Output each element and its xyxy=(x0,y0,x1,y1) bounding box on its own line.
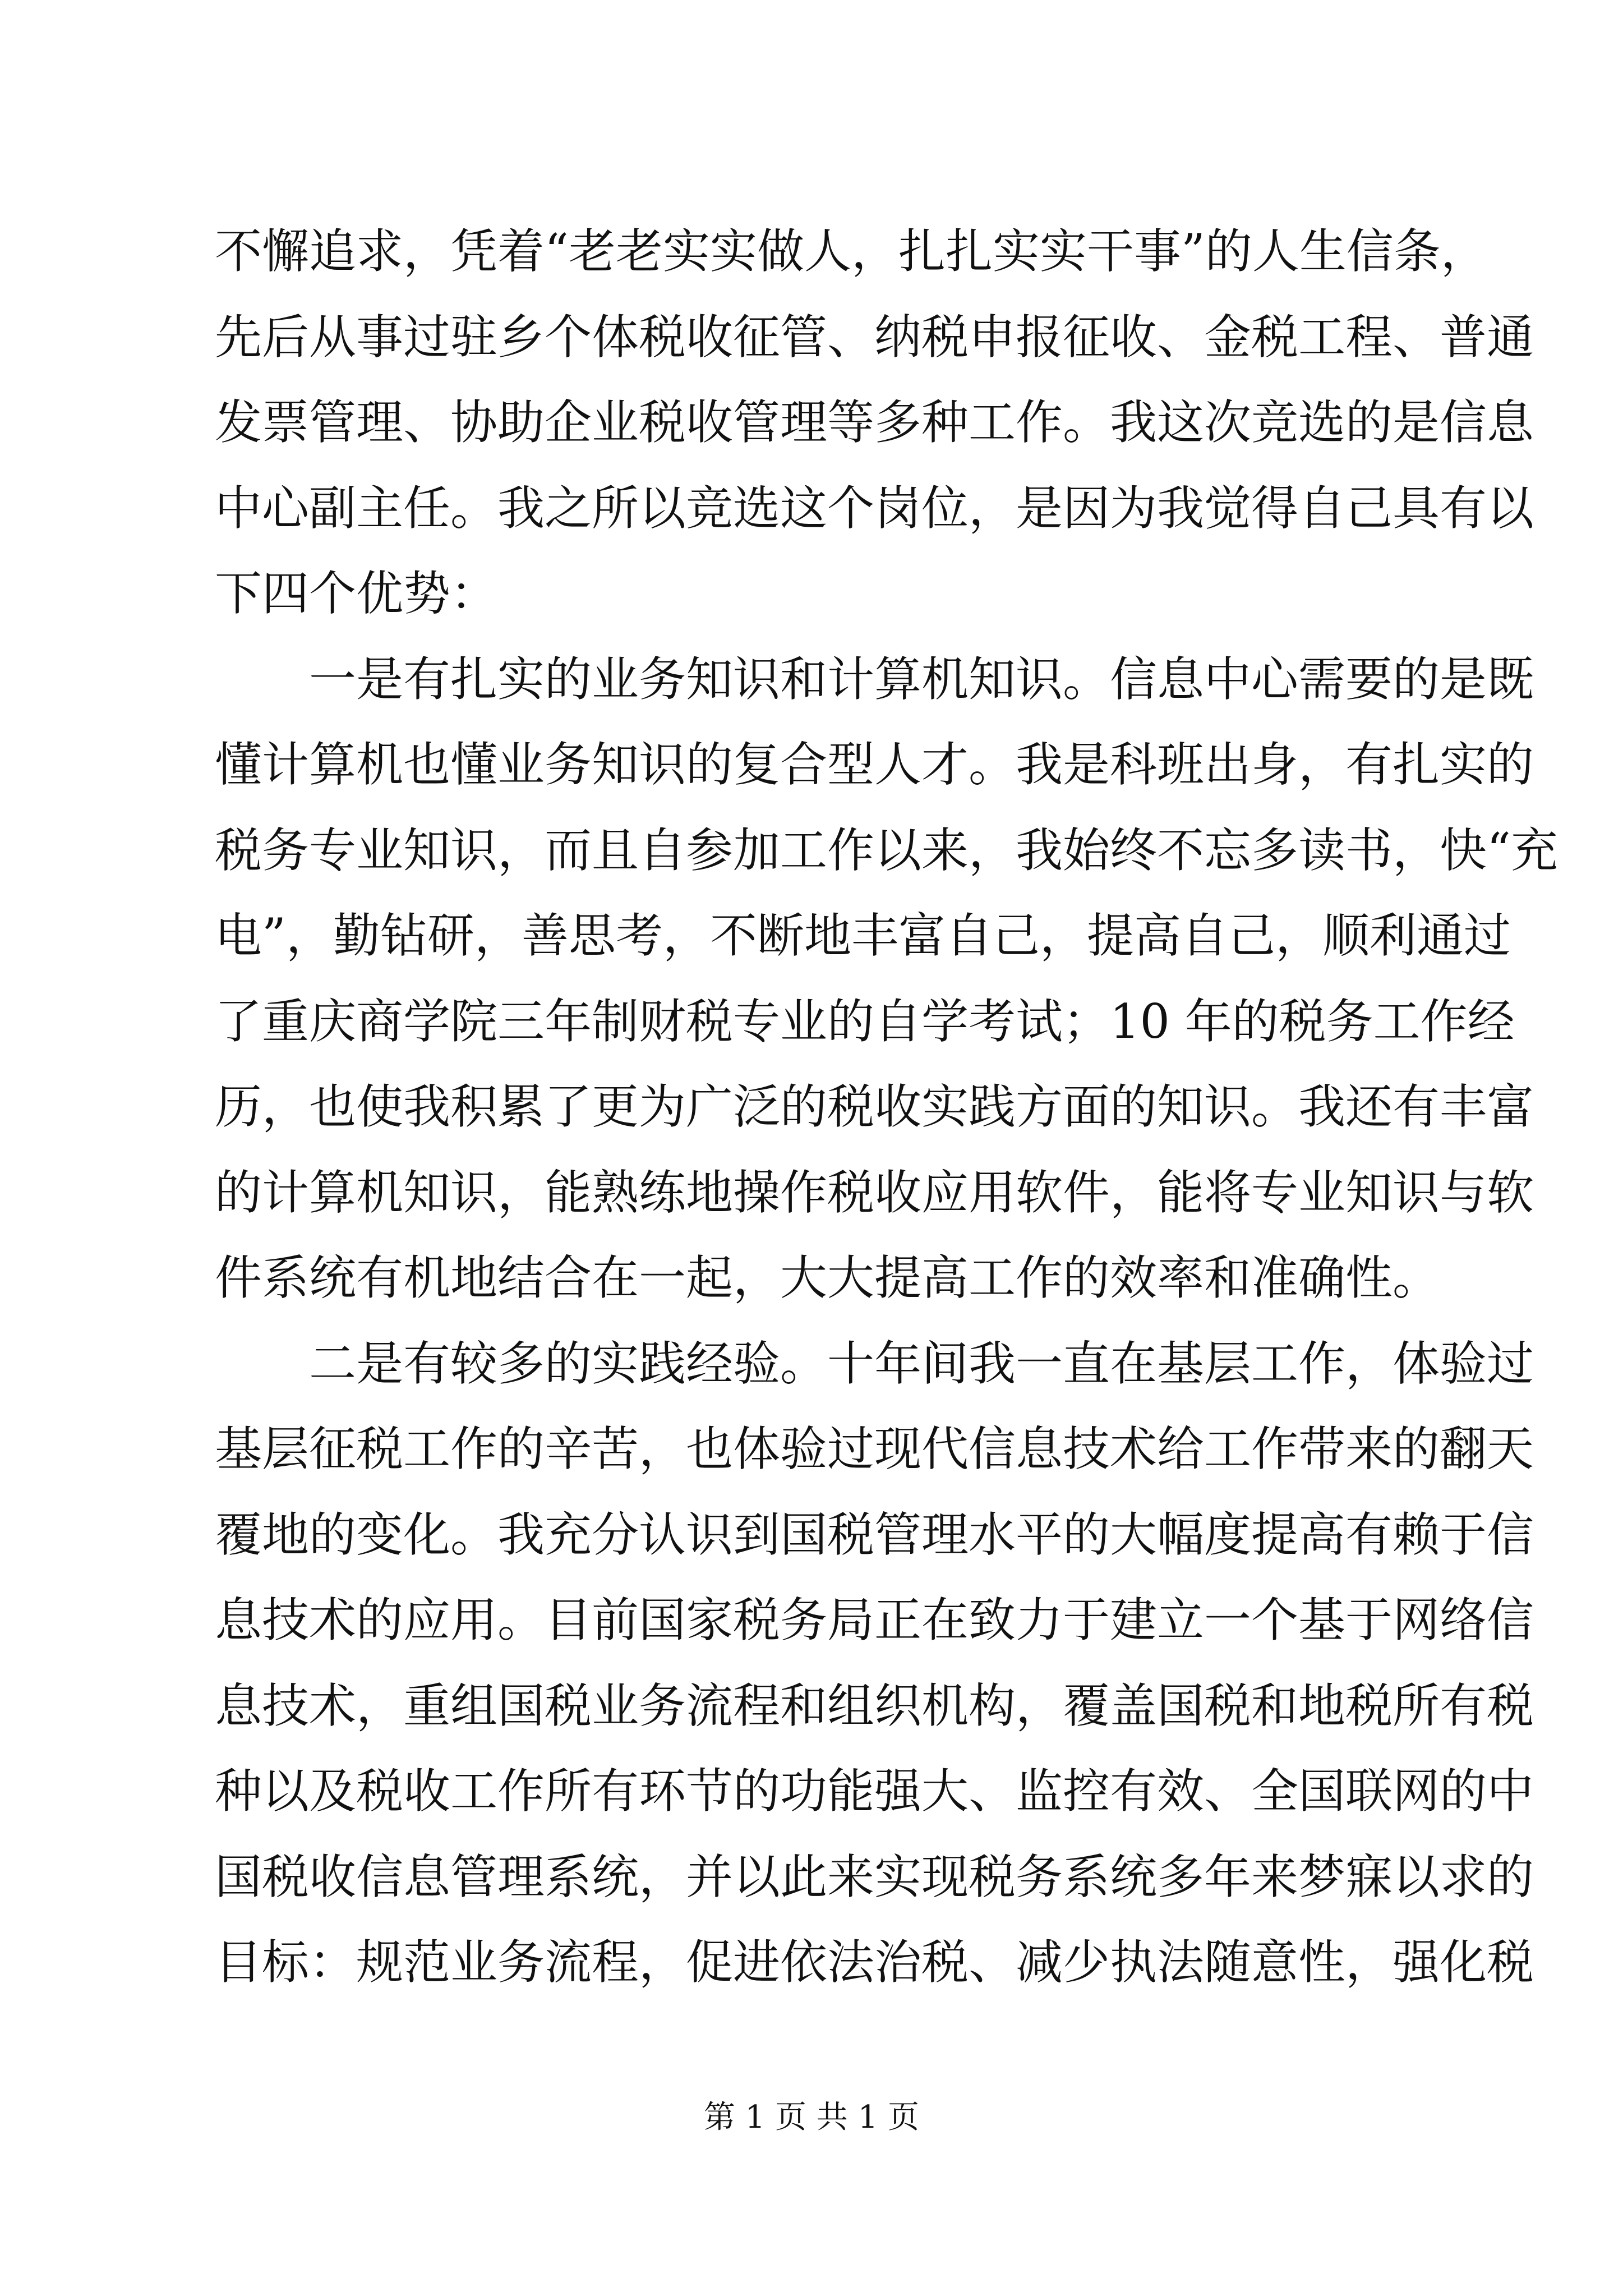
text-line: 发票管理、协助企业税收管理等多种工作。我这次竞选的是信息 xyxy=(215,395,1534,450)
text-line: 目标：规范业务流程，促进依法治税、减少执法随意性，强化税 xyxy=(215,1935,1534,1990)
text-line: 种以及税收工作所有环节的功能强大、监控有效、全国联网的中 xyxy=(215,1764,1534,1819)
text-line: 息技术，重组国税业务流程和组织机构，覆盖国税和地税所有税 xyxy=(215,1678,1534,1733)
text-line: 二是有较多的实践经验。十年间我一直在基层工作，体验过 xyxy=(215,1336,1534,1391)
text-line: 中心副主任。我之所以竞选这个岗位，是因为我觉得自己具有以 xyxy=(215,480,1534,536)
text-line: 懂计算机也懂业务知识的复合型人才。我是科班出身，有扎实的 xyxy=(215,737,1534,792)
text-line: 基层征税工作的辛苦，也体验过现代信息技术给工作带来的翻天 xyxy=(215,1421,1534,1476)
text-line: 税务专业知识，而且自参加工作以来，我始终不忘多读书，快“充 xyxy=(215,822,1558,878)
text-line: 息技术的应用。目前国家税务局正在致力于建立一个基于网络信 xyxy=(215,1593,1534,1648)
page-footer: 第 1 页 共 1 页 xyxy=(703,2099,920,2136)
body-text xyxy=(215,209,1558,2005)
text-line: 的计算机知识，能熟练地操作税收应用软件，能将专业知识与软 xyxy=(215,1165,1534,1220)
text-line: 先后从事过驻乡个体税收征管、纳税申报征收、金税工程、普通 xyxy=(215,309,1534,365)
text-line: 电”，勤钻研，善思考，不断地丰富自己，提高自己，顺利通过 xyxy=(215,908,1511,963)
text-line: 国税收信息管理系统，并以此来实现税务系统多年来梦寐以求的 xyxy=(215,1849,1534,1904)
text-line: 下四个优势： xyxy=(215,566,498,621)
text-line: 不懈追求，凭着“老老实实做人，扎扎实实干事”的人生信条， xyxy=(215,224,1488,279)
text-line: 覆地的变化。我充分认识到国税管理水平的大幅度提高有赖于信 xyxy=(215,1507,1534,1562)
text-line: 一是有扎实的业务知识和计算机知识。信息中心需要的是既 xyxy=(215,651,1534,707)
text-line: 了重庆商学院三年制财税专业的自学考试；10 年的税务工作经 xyxy=(215,993,1515,1049)
text-line: 件系统有机地结合在一起，大大提高工作的效率和准确性。 xyxy=(215,1250,1440,1305)
text-line: 历，也使我积累了更为广泛的税收实践方面的知识。我还有丰富 xyxy=(215,1079,1534,1134)
